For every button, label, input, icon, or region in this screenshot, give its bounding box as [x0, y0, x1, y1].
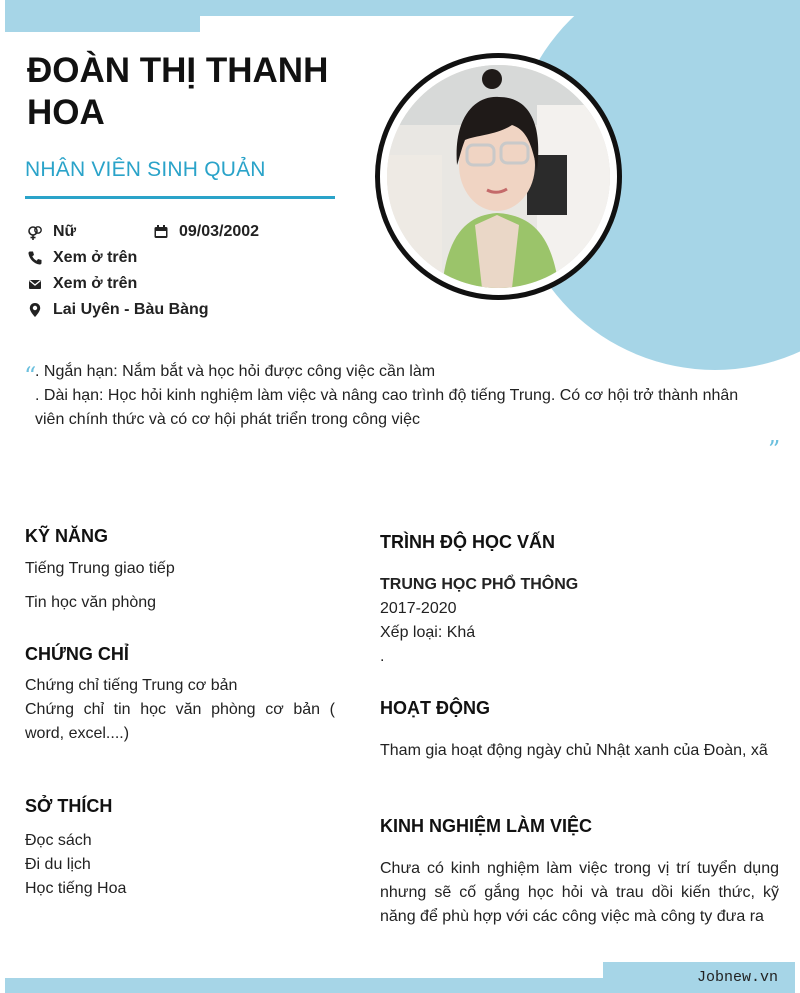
- birthdate-value: 09/03/2002: [179, 223, 260, 240]
- experience-heading: KINH NGHIỆM LÀM VIỆC: [380, 816, 593, 836]
- birthdate-row: [153, 223, 259, 241]
- skills-heading: KỸ NĂNG: [25, 526, 109, 546]
- avatar-image: [387, 65, 610, 288]
- objective-long-term: . Dài hạn: Học hỏi kinh nghiệm làm việc và nâng cao trình độ tiếng Trung. Có cơ hội trở thành nhân viên chính thức và có cơ hội phát triển trong công việc: [35, 387, 739, 428]
- hobbies-heading: SỞ THÍCH: [25, 796, 113, 816]
- objective-short-term: . Ngắn hạn: Nắm bắt và học hỏi được công việc cần làm: [35, 363, 436, 380]
- education-note: .: [380, 648, 385, 665]
- gender-row: [27, 223, 76, 241]
- phone-value: Xem ở trên: [53, 249, 138, 266]
- address-value: Lai Uyên - Bàu Bàng: [53, 301, 209, 318]
- certificates-heading: CHỨNG CHỈ: [25, 644, 129, 664]
- experience-text: Chưa có kinh nghiệm làm việc trong vị trí tuyển dụng nhưng sẽ cố gắng học hỏi và trau dồi kiến thức, kỹ năng để phù hợp với các công việc mà công ty đưa ra: [380, 860, 779, 925]
- education-school: TRUNG HỌC PHỔ THÔNG: [380, 576, 579, 593]
- open-quote-mark: “: [24, 362, 37, 390]
- calendar-icon: [153, 224, 169, 240]
- hobby-item: Học tiếng Hoa: [25, 880, 127, 897]
- education-heading: TRÌNH ĐỘ HỌC VẤN: [380, 532, 555, 552]
- skill-item: Tin học văn phòng: [25, 594, 157, 611]
- email-row: [27, 275, 137, 293]
- avatar: [387, 65, 610, 288]
- certificate-item: Chứng chỉ tiếng Trung cơ bản: [25, 677, 238, 694]
- gender-icon: [27, 224, 43, 240]
- activities-text: Tham gia hoạt động ngày chủ Nhật xanh của Đoàn, xã: [380, 742, 768, 759]
- certificate-item: Chứng chỉ tin học văn phòng cơ bản ( word, excel....): [25, 701, 335, 742]
- location-pin-icon: [27, 302, 43, 318]
- education-years: 2017-2020: [380, 600, 457, 617]
- footer-brand: Jobnew.vn: [696, 969, 778, 986]
- gender-value: Nữ: [53, 223, 77, 240]
- candidate-name: ĐOÀN THỊ THANH HOA: [27, 51, 329, 132]
- email-icon: [27, 276, 43, 292]
- phone-icon: [27, 250, 43, 266]
- job-title: NHÂN VIÊN SINH QUẢN: [25, 158, 266, 181]
- career-objective: [35, 360, 745, 432]
- email-value: Xem ở trên: [53, 275, 138, 292]
- top-band-left: [5, 0, 200, 32]
- hobby-item: Đi du lịch: [25, 856, 91, 873]
- title-underline: [25, 196, 335, 199]
- phone-row: [27, 249, 137, 267]
- close-quote-mark: ”: [768, 436, 781, 464]
- skill-item: Tiếng Trung giao tiếp: [25, 560, 175, 577]
- activities-heading: HOẠT ĐỘNG: [380, 698, 490, 718]
- hobby-item: Đọc sách: [25, 832, 92, 849]
- address-row: [27, 301, 209, 319]
- education-grade: Xếp loại: Khá: [380, 624, 476, 641]
